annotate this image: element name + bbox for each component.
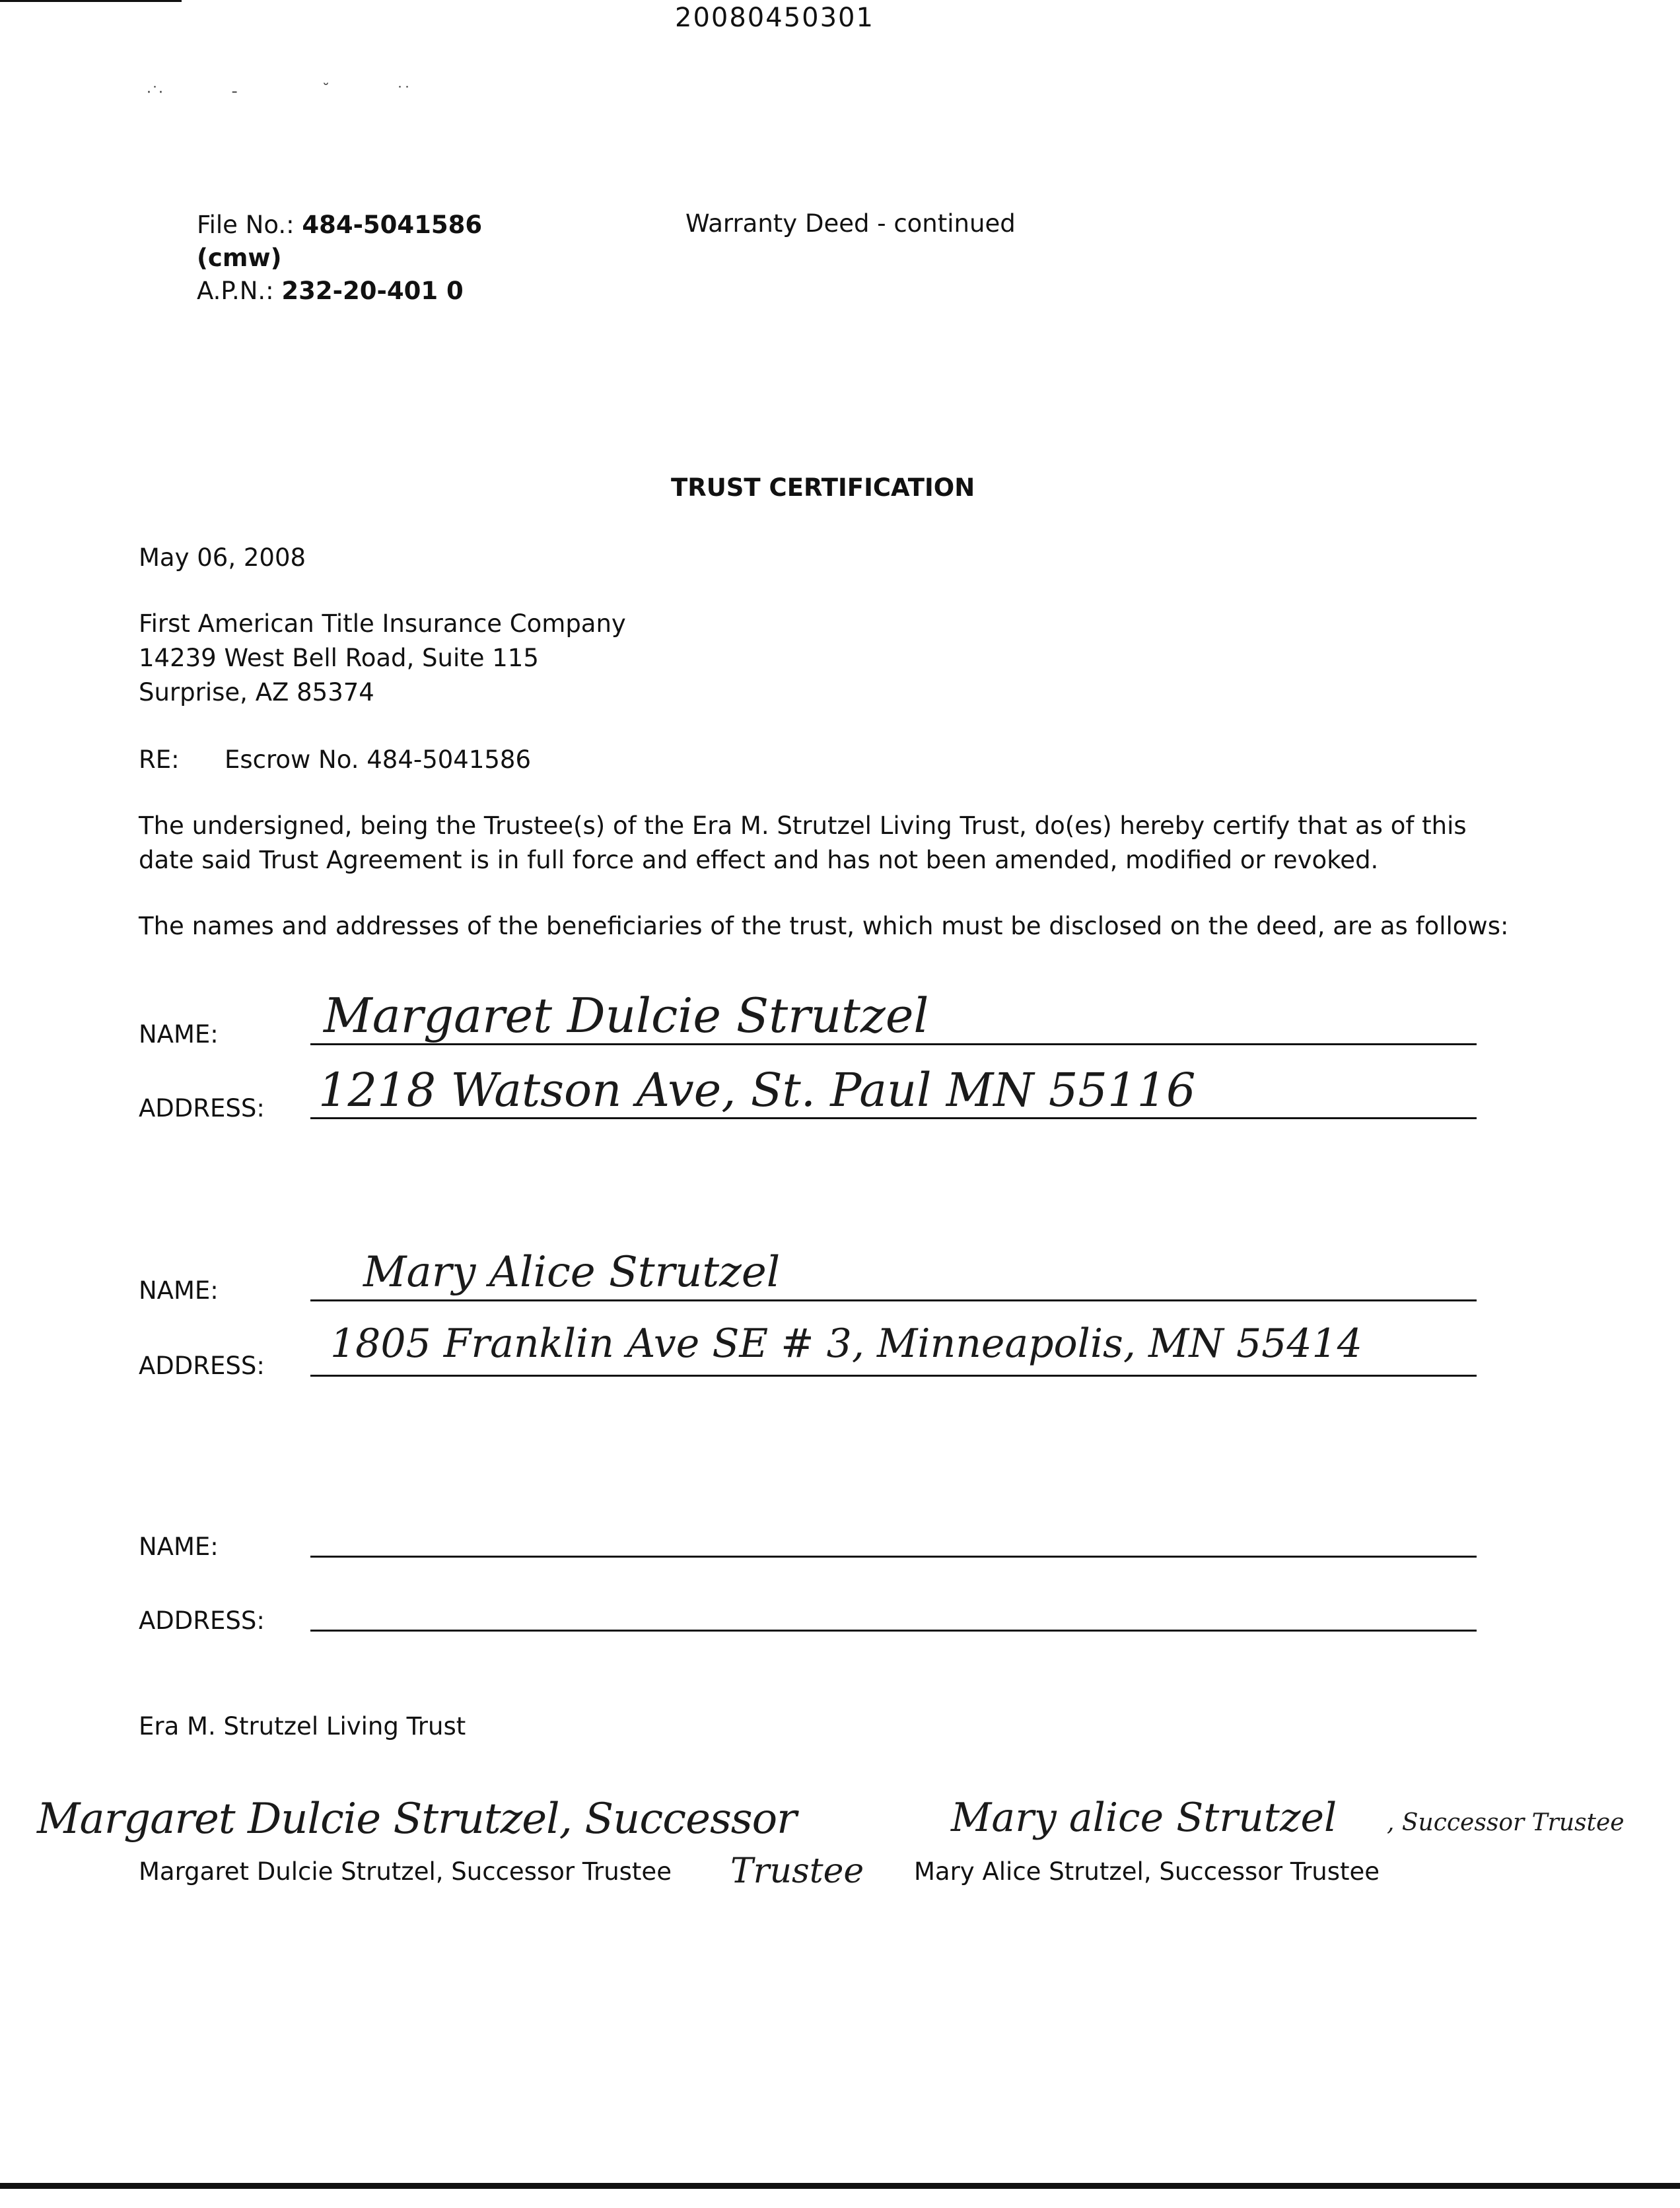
signature-1-printed-name: Margaret Dulcie Strutzel, Successor Trustee <box>139 1857 672 1886</box>
beneficiary-1-address: 1218 Watson Ave, St. Paul MN 55116 <box>318 1063 1196 1117</box>
scan-speck: ·˙· <box>147 85 163 101</box>
beneficiary-1-name-line <box>310 1043 1477 1045</box>
bottom-scan-border <box>0 2183 1680 2189</box>
signature-2-handwritten-cont: , Successor Trustee <box>1387 1809 1625 1836</box>
paragraph-1-line-1: The undersigned, being the Trustee(s) of the Era M. Strutzel Living Trust, do(es) hereby certify that as of this <box>139 811 1467 840</box>
file-initials: (cmw) <box>197 244 282 272</box>
apn-value: 232-20-401 0 <box>281 277 464 305</box>
addressee-line-2: 14239 West Bell Road, Suite 115 <box>139 644 539 672</box>
document-number: 20080450301 <box>675 3 874 33</box>
signature-1-handwritten: Margaret Dulcie Strutzel, Successor <box>37 1795 796 1844</box>
page-title: TRUST CERTIFICATION <box>671 473 975 502</box>
signature-2-printed-name: Mary Alice Strutzel, Successor Trustee <box>914 1857 1380 1886</box>
apn-label: A.P.N.: <box>197 277 274 305</box>
beneficiary-2-name-line <box>310 1299 1477 1301</box>
beneficiary-2-name-label: NAME: <box>139 1276 219 1305</box>
beneficiary-1-name: Margaret Dulcie Strutzel <box>324 988 929 1043</box>
scan-speck: ˘ <box>322 82 330 98</box>
beneficiary-3-name-label: NAME: <box>139 1533 219 1561</box>
document-date: May 06, 2008 <box>139 543 306 572</box>
file-number-row <box>197 210 482 240</box>
beneficiary-2-name: Mary Alice Strutzel <box>363 1248 781 1297</box>
scan-speck: ˙˙ <box>396 85 411 101</box>
beneficiary-1-address-label: ADDRESS: <box>139 1094 265 1122</box>
scan-speck: ╴ <box>232 85 242 101</box>
trust-name: Era M. Strutzel Living Trust <box>139 1712 466 1741</box>
warranty-deed-continued: Warranty Deed - continued <box>685 209 1016 238</box>
file-number-label: File No.: <box>197 211 295 239</box>
signature-1-handwritten-cont: Trustee <box>730 1851 864 1891</box>
addressee-line-1: First American Title Insurance Company <box>139 609 626 638</box>
beneficiary-1-name-label: NAME: <box>139 1020 219 1049</box>
re-escrow: Escrow No. 484-5041586 <box>225 745 531 774</box>
top-rule <box>0 0 182 2</box>
file-number-value: 484-5041586 <box>302 211 483 239</box>
beneficiary-3-name-line <box>310 1556 1477 1558</box>
paragraph-2: The names and addresses of the beneficiaries of the trust, which must be disclosed on the deed, are as follows: <box>139 912 1509 940</box>
re-label: RE: <box>139 745 180 774</box>
apn-row <box>197 276 464 306</box>
addressee-line-3: Surprise, AZ 85374 <box>139 678 374 707</box>
beneficiary-3-address-label: ADDRESS: <box>139 1606 265 1635</box>
beneficiary-3-address-line <box>310 1630 1477 1632</box>
beneficiary-2-address-label: ADDRESS: <box>139 1352 265 1380</box>
signature-2-handwritten: Mary alice Strutzel <box>951 1795 1337 1841</box>
beneficiary-2-address: 1805 Franklin Ave SE # 3, Minneapolis, MN 55414 <box>330 1321 1362 1367</box>
paragraph-1-line-2: date said Trust Agreement is in full force and effect and has not been amended, modified or revoked. <box>139 846 1379 874</box>
beneficiary-2-address-line <box>310 1375 1477 1377</box>
beneficiary-1-address-line <box>310 1117 1477 1119</box>
